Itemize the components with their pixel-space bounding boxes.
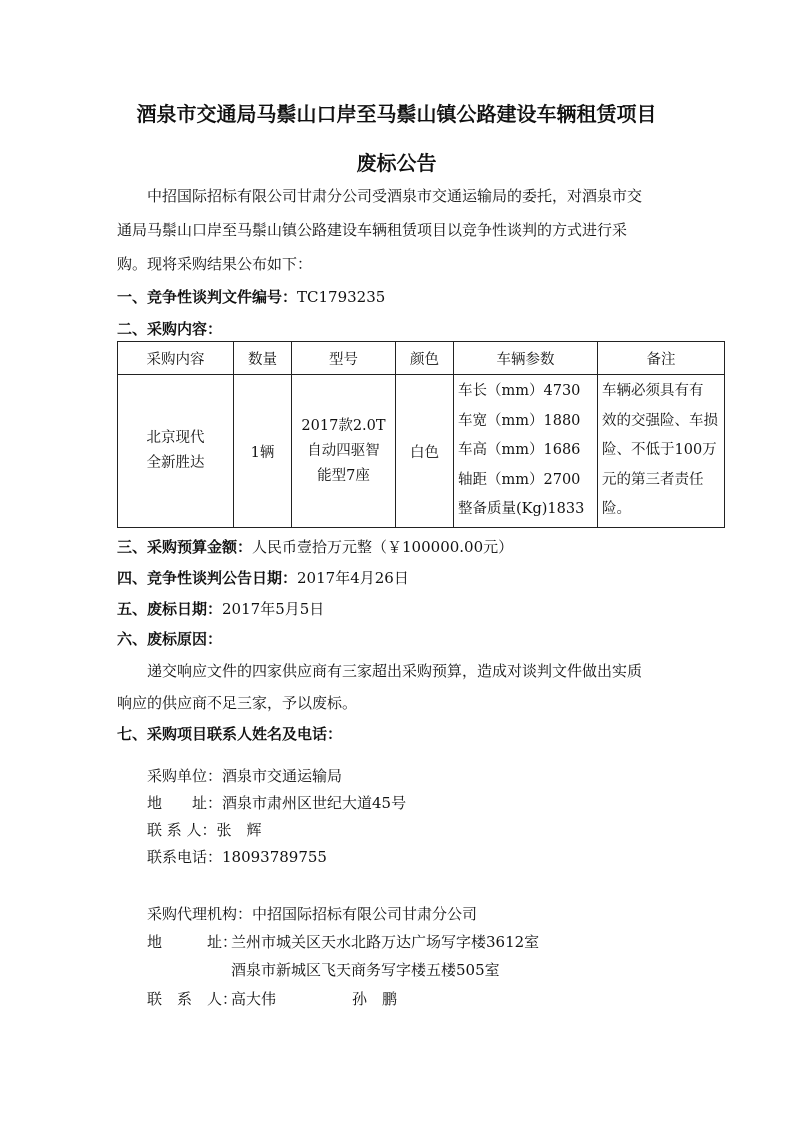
cell-params-line: 车宽（mm）1880 [458, 412, 581, 429]
cell-model [292, 375, 396, 528]
section-3-label: 三、采购预算金额： [117, 538, 253, 556]
agency-contact-label: 联 系 人： [147, 990, 238, 1008]
section-3 [117, 536, 513, 557]
cell-item-line: 北京现代 [146, 430, 205, 446]
doc-title-line1: 酒泉市交通局马鬃山口岸至马鬃山镇公路建设车辆租赁项目 [136, 102, 657, 126]
reason-line-1: 递交响应文件的四家供应商有三家超出采购预算，造成对谈判文件做出实质 [147, 662, 643, 680]
table-header-row [118, 342, 725, 375]
cell-qty: 1辆 [234, 375, 292, 528]
cancellation-date: 2017年5月5日 [222, 600, 325, 618]
table-row [118, 375, 725, 528]
header-color: 颜色 [396, 342, 454, 375]
cell-remark-line: 效的交强险、车损 [602, 412, 718, 429]
cell-model-line: 能型7座 [317, 467, 370, 484]
buyer-phone: 联系电话：18093789755 [147, 848, 327, 866]
cell-params-line: 轴距（mm）2700 [458, 471, 581, 488]
section-5 [117, 598, 324, 619]
section-1-label: 一、竞争性谈判文件编号： [117, 288, 298, 306]
buyer-address: 地 址：酒泉市肃州区世纪大道45号 [147, 794, 407, 812]
cell-params-line: 整备质量(Kg)1833 [458, 501, 585, 518]
cell-params [454, 375, 598, 528]
section-5-label: 五、废标日期： [117, 600, 223, 618]
reason-line-2: 响应的供应商不足三家，予以废标。 [117, 694, 358, 712]
cell-params-line: 车高（mm）1686 [458, 442, 581, 459]
cell-remark-line: 险。 [602, 501, 631, 518]
agency-contact-1: 高大伟 [231, 990, 277, 1008]
cell-model-line: 自动四驱智 [307, 442, 380, 459]
buyer-contact: 联 系 人：张 辉 [147, 821, 262, 839]
agency-address-label: 地 址： [147, 933, 238, 951]
cell-remark-line: 险、不低于100万 [602, 442, 717, 459]
doc-title-line2: 废标公告 [356, 151, 437, 175]
announcement-date: 2017年4月26日 [297, 569, 409, 587]
cell-remark-line: 元的第三者责任 [602, 471, 704, 488]
buyer-unit: 采购单位：酒泉市交通运输局 [147, 767, 343, 785]
intro-line-1: 中招国际招标有限公司甘肃分公司受酒泉市交通运输局的委托，对酒泉市交 [147, 187, 643, 205]
intro-line-3: 购。现将采购结果公布如下： [117, 255, 313, 273]
section-6-label: 六、废标原因： [117, 630, 223, 648]
header-remark: 备注 [598, 342, 725, 375]
section-4-label: 四、竞争性谈判公告日期： [117, 569, 298, 587]
header-params: 车辆参数 [454, 342, 598, 375]
intro-line-2: 通局马鬃山口岸至马鬃山镇公路建设车辆租赁项目以竞争性谈判的方式进行采 [117, 221, 628, 239]
cell-model-line: 2017款2.0T [301, 417, 386, 434]
procurement-table [117, 341, 725, 528]
section-1 [117, 286, 385, 307]
agency-name: 采购代理机构：中招国际招标有限公司甘肃分公司 [147, 905, 478, 923]
section-4 [117, 567, 409, 588]
budget-amount: 人民币壹拾万元整（￥100000.00元） [252, 538, 514, 556]
cell-params-line: 车长（mm）4730 [458, 383, 581, 400]
agency-address-1: 兰州市城关区天水北路万达广场写字楼3612室 [231, 933, 540, 951]
cell-item-line: 全新胜达 [146, 455, 205, 471]
cell-item [118, 375, 234, 528]
agency-address-2: 酒泉市新城区飞天商务写字楼五楼505室 [231, 961, 500, 979]
cell-remark [598, 375, 725, 528]
header-qty: 数量 [234, 342, 292, 375]
header-item: 采购内容 [118, 342, 234, 375]
agency-contact-2: 孙 鹏 [352, 990, 398, 1008]
cell-color: 白色 [396, 375, 454, 528]
cell-remark-line: 车辆必须具有有 [602, 383, 704, 400]
section-2-label: 二、采购内容： [117, 320, 223, 338]
bid-document-number: TC1793235 [297, 288, 386, 306]
section-7-label: 七、采购项目联系人姓名及电话： [117, 725, 343, 743]
header-model: 型号 [292, 342, 396, 375]
